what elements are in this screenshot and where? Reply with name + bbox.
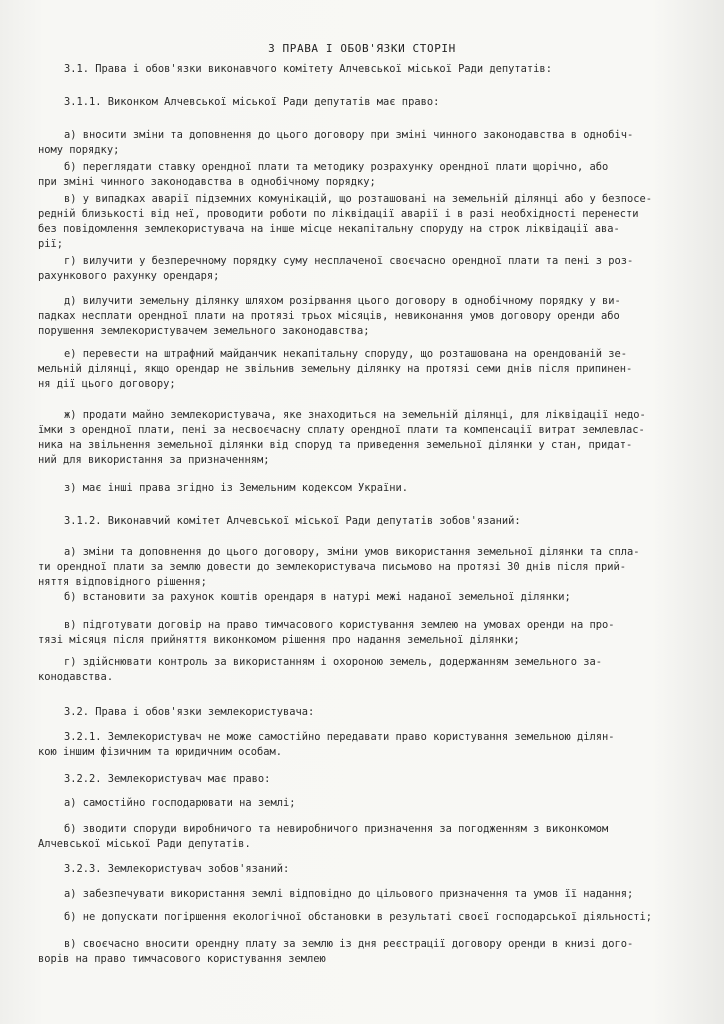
text-line: ж) продати майно землекористувача, яке знаходиться на земельній ділянці, для ліквідації недо- xyxy=(64,409,646,421)
text-line: г) здійснювати контроль за використанням і охороною земель, додержанням земельного за- xyxy=(64,656,602,668)
paragraph xyxy=(38,618,680,648)
paragraph xyxy=(38,937,680,967)
paragraph xyxy=(38,887,680,902)
text-line: редній близькості від неї, проводити роботи по ліквідації аварії і в разі необхідності перенести xyxy=(38,208,639,220)
text-line: тязі місяця після прийняття виконкомом рішення про надання земельної ділянки; xyxy=(38,634,520,646)
paragraph xyxy=(38,772,680,787)
text-line: їмки з орендної плати, пені за несвоєчасну сплату орендної плати та компенсації витрат землевлас- xyxy=(38,424,645,436)
paragraph xyxy=(38,514,680,529)
text-line: ному порядку; xyxy=(38,144,120,156)
text-line: при зміні чинного законодавства в однобічному порядку; xyxy=(38,176,376,188)
section-heading: 3 ПРАВА І ОБОВ'ЯЗКИ СТОРІН xyxy=(268,42,456,55)
text-line: ворів на право тимчасового користування землею xyxy=(38,953,326,965)
paragraph xyxy=(38,730,680,760)
text-line: няття відповідного рішення; xyxy=(38,576,207,588)
text-line: ний для використання за призначенням; xyxy=(38,454,270,466)
text-line: б) переглядати ставку орендної плати та методику розрахунку орендної плати щорічно, або xyxy=(64,161,609,173)
text-line: г) вилучити у безперечному порядку суму несплаченої своєчасно орендної плати та пені з роз- xyxy=(64,255,634,267)
paragraph xyxy=(38,408,680,468)
text-line: падках несплати орендної плати на протязі трьох місяців, невиконання умов договору оренди або xyxy=(38,310,620,322)
text-line: рахункового рахунку орендаря; xyxy=(38,270,220,282)
text-line: Алчевської міської Ради депутатів. xyxy=(38,838,251,850)
text-line: конодавства. xyxy=(38,671,114,683)
paragraph xyxy=(38,62,680,77)
text-line: е) перевести на штрафний майданчик некапітальну споруду, що розташована на орендованій зе- xyxy=(64,348,628,360)
text-line: 3.1.2. Виконавчий комітет Алчевської міської Ради депутатів зобов'язаний: xyxy=(64,515,521,527)
text-line: б) не допускати погіршення екологічної обстановки в результаті своєї господарської діяльності; xyxy=(64,911,653,923)
text-line: в) підготувати договір на право тимчасового користування землею на умовах оренди на про- xyxy=(64,619,615,631)
paragraph xyxy=(38,910,680,925)
text-line: ти орендної плати за землю довести до землекористувача письмово на протязі 30 днів після прий- xyxy=(38,561,627,573)
text-line: д) вилучити земельну ділянку шляхом розірвання цього договору в однобічному порядку у ви- xyxy=(64,295,621,307)
paragraph xyxy=(38,481,680,496)
paragraph xyxy=(38,545,680,590)
text-line: 3.1.1. Виконком Алчевської міської Ради депутатів має право: xyxy=(64,96,440,108)
text-line: а) зміни та доповнення до цього договору, зміни умов використання земельної ділянки та спла- xyxy=(64,546,640,558)
text-line: ника на звільнення земельної ділянки від споруд та приведення земельної ділянки у стан, придат- xyxy=(38,439,633,451)
text-line: в) своєчасно вносити орендну плату за землю із дня реєстрації договору оренди в книзі дого- xyxy=(64,938,634,950)
paragraph xyxy=(38,192,680,252)
paragraph xyxy=(38,254,680,284)
text-line: мельній ділянці, якщо орендар не звільнив земельну ділянку на протязі семи днів після припинен- xyxy=(38,363,633,375)
text-line: ня дії цього договору; xyxy=(38,378,176,390)
paragraph xyxy=(38,705,680,720)
text-line: 3.1. Права і обов'язки виконавчого комітету Алчевської міської Ради депутатів: xyxy=(64,63,552,75)
paragraph xyxy=(38,655,680,685)
paragraph xyxy=(38,347,680,392)
text-line: порушення землекористувачем земельного законодавства; xyxy=(38,325,370,337)
text-line: а) вносити зміни та доповнення до цього договору при зміні чинного законодавства в однобіч- xyxy=(64,129,634,141)
paragraph xyxy=(38,95,680,110)
paragraph xyxy=(38,294,680,339)
paragraph xyxy=(38,160,680,190)
text-line: 3.2. Права і обов'язки землекористувача: xyxy=(64,706,315,718)
text-line: 3.2.1. Землекористувач не може самостійно передавати право користування земельною ділян- xyxy=(64,731,615,743)
paragraph xyxy=(38,822,680,852)
text-line: а) забезпечувати використання землі відповідно до цільового призначення та умов її надання; xyxy=(64,888,634,900)
paragraph xyxy=(38,796,680,811)
text-line: б) зводити споруди виробничого та невиробничого призначення за погодженням з виконкомом xyxy=(64,823,609,835)
paragraph xyxy=(38,590,680,605)
text-line: з) має інші права згідно із Земельним кодексом України. xyxy=(64,482,409,494)
text-line: б) встановити за рахунок коштів орендаря в натурі межі наданої земельної ділянки; xyxy=(64,591,571,603)
text-line: 3.2.2. Землекористувач має право: xyxy=(64,773,271,785)
text-line: 3.2.3. Землекористувач зобов'язаний: xyxy=(64,863,290,875)
text-line: в) у випадках аварії підземних комунікацій, що розташовані на земельній ділянці або у безпосе- xyxy=(64,193,653,205)
paragraph xyxy=(38,128,680,158)
text-line: кою іншим фізичним та юридичним особам. xyxy=(38,746,282,758)
text-line: без повідомлення землекористувача на інше місце некапітальну споруду на строк ліквідації ава- xyxy=(38,223,620,235)
text-line: рії; xyxy=(38,238,64,250)
text-line: а) самостійно господарювати на землі; xyxy=(64,797,296,809)
paragraph xyxy=(38,862,680,877)
